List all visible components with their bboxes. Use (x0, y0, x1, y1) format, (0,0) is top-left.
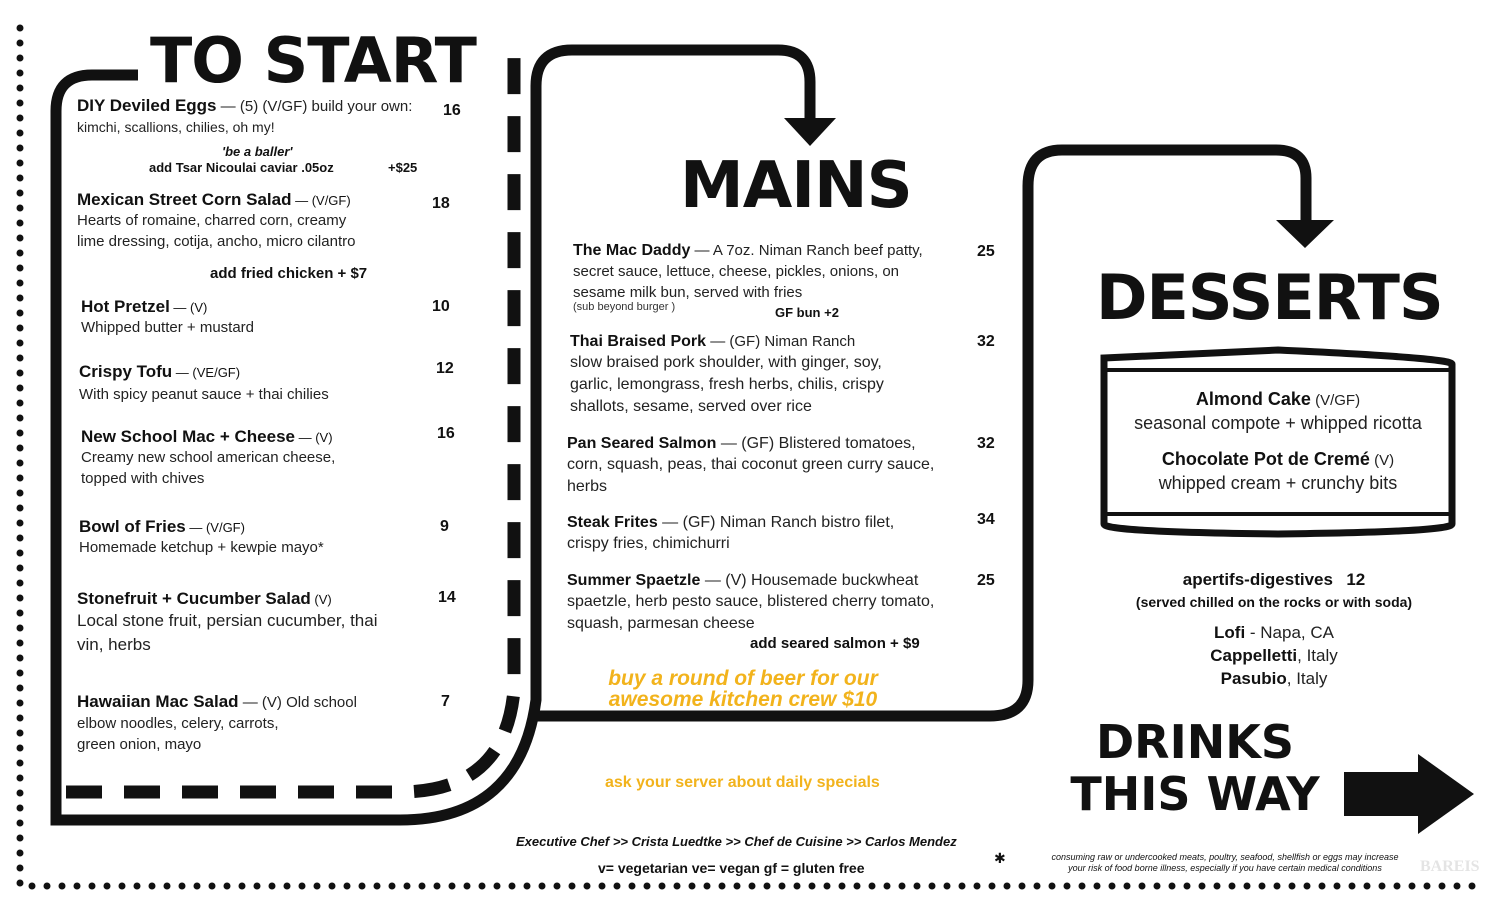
caviar-price: +$25 (388, 160, 418, 175)
menu-item (567, 433, 967, 498)
beer-promo (578, 668, 908, 710)
apertifs-note: (served chilled on the rocks or with soda) (1135, 594, 1413, 610)
list-item (1094, 668, 1454, 691)
list-item (1094, 622, 1454, 645)
item-description: Hearts of romaine, charred corn, creamy lime dressing, cotija, ancho, micro cilantro (77, 212, 356, 250)
item-price: 16 (443, 102, 461, 119)
daily-specials-note: ask your server about daily specials (605, 774, 880, 791)
menu-item (77, 589, 417, 657)
item-name: Crispy Tofu (79, 362, 173, 381)
drinks-this-way (1070, 716, 1320, 820)
mains-frame-top (536, 50, 810, 122)
item-name: Steak Frites (567, 514, 658, 531)
item-price: 14 (438, 589, 456, 606)
menu-item (573, 240, 968, 303)
item-tag: — (V) (295, 430, 333, 445)
apertif-name: Cappelletti (1210, 646, 1298, 665)
sub-note: (sub beyond burger ) (573, 301, 676, 313)
item-name: New School Mac + Cheese (81, 427, 295, 446)
beer-promo-line2: awesome kitchen crew $10 (608, 688, 878, 711)
item-name: Pan Seared Salmon (567, 435, 717, 452)
item-price: 12 (436, 360, 454, 377)
apertif-name: Lofi (1214, 623, 1246, 642)
item-price: 34 (977, 511, 995, 528)
apertif-origin: - Napa, CA (1245, 623, 1334, 642)
food-warning (1010, 852, 1440, 874)
item-description: slow braised pork shoulder, with ginger, soy, garlic, lemongrass, fresh herbs, chilis, crispy shallots, sesame, served over rice (570, 354, 884, 415)
warning-line1: consuming raw or undercooked meats, poultry, seafood, shellfish or eggs may increase (1051, 852, 1399, 862)
desserts-box (1104, 350, 1452, 534)
item-name: Chocolate Pot de Cremé (1161, 449, 1370, 469)
item-description: elbow noodles, celery, carrots, green onion, mayo (77, 715, 279, 753)
item-description: secret sauce, lettuce, cheese, pickles, onions, on sesame milk bun, served with fries (573, 263, 900, 301)
menu-item (81, 427, 401, 489)
item-price: 7 (441, 693, 450, 710)
item-tag: (V/GF) (1310, 392, 1361, 409)
item-tag: — (GF) Niman Ranch bistro filet, (657, 514, 895, 531)
beer-promo-line1: buy a round of beer for our (608, 667, 878, 690)
item-name: The Mac Daddy (573, 242, 691, 259)
menu-item (77, 190, 407, 252)
item-description: Whipped butter + mustard (81, 319, 255, 336)
drinks-line1: DRINKS (1096, 715, 1294, 769)
item-name: Hawaiian Mac Salad (77, 692, 239, 711)
mains-arrow-down (784, 118, 836, 146)
apertif-origin: , Italy (1286, 669, 1328, 688)
dessert-item (1106, 389, 1450, 435)
item-tag: — (V/GF) (185, 520, 245, 535)
item-name: Thai Braised Pork (570, 333, 707, 350)
item-description: crispy fries, chimichurri (567, 535, 730, 552)
baller-note: 'be a baller' (222, 144, 293, 159)
item-tag: — (GF) Niman Ranch (706, 333, 856, 350)
item-description: Local stone fruit, persian cucumber, thai vin, herbs (77, 611, 378, 654)
item-description: Homemade ketchup + kewpie mayo* (79, 539, 324, 556)
list-item (1094, 645, 1454, 668)
starters-heading: TO START (150, 24, 476, 97)
drinks-arrow-right-icon (1344, 754, 1474, 834)
dietary-legend: v= vegetarian ve= vegan gf = gluten free (598, 860, 865, 876)
item-price: 25 (977, 572, 995, 589)
apertifs-title: apertifs-digestives (1182, 570, 1333, 589)
menu-item (567, 570, 967, 635)
menu-item (79, 517, 419, 558)
item-name: DIY Deviled Eggs (77, 96, 217, 115)
desserts-heading: DESSERTS (1096, 261, 1443, 334)
item-price: 32 (977, 435, 995, 452)
asterisk-icon: ✱ (994, 850, 1006, 866)
item-name: Summer Spaetzle (567, 572, 701, 589)
apertifs-section (1094, 570, 1454, 691)
item-tag: — (V) (169, 300, 208, 315)
item-price: 18 (432, 195, 450, 212)
item-description: spaetzle, herb pesto sauce, blistered cherry tomato, squash, parmesan cheese (567, 593, 935, 632)
apertif-name: Pasubio (1220, 669, 1287, 688)
item-tag: — (V) Old school (238, 694, 357, 711)
apertifs-price: 12 (1346, 570, 1366, 589)
item-tag: — (GF) Blistered tomatoes, (716, 435, 916, 452)
item-tag: — (5) (V/GF) build your own: (216, 98, 413, 115)
item-description: whipped cream + crunchy bits (1158, 473, 1398, 493)
item-tag: — (V) Housemade buckwheat (700, 572, 919, 589)
warning-line2: your risk of food borne illness, especially if you have certain medical conditions (1068, 863, 1382, 873)
item-description: corn, squash, peas, thai coconut green curry sauce, herbs (567, 456, 935, 495)
salmon-addon: add seared salmon + $9 (750, 635, 920, 652)
drinks-line2: THIS WAY (1070, 767, 1320, 821)
mains-heading: MAINS (680, 149, 912, 223)
chicken-addon: add fried chicken + $7 (210, 265, 368, 282)
item-tag: — (V/GF) (291, 193, 351, 208)
apertif-origin: , Italy (1297, 646, 1338, 665)
item-price: 32 (977, 333, 995, 350)
menu-item (570, 331, 960, 418)
item-name: Almond Cake (1195, 389, 1311, 409)
chef-credits: Executive Chef >> Crista Luedtke >> Chef de Cuisine >> Carlos Mendez (516, 834, 957, 849)
item-description: Creamy new school american cheese, topped with chives (81, 449, 336, 487)
item-price: 25 (977, 243, 995, 260)
item-price: 16 (437, 425, 455, 442)
apertifs-title-row (1094, 570, 1454, 590)
menu-item (77, 692, 407, 755)
item-price: 9 (440, 518, 449, 535)
menu-item (79, 362, 419, 405)
item-name: Stonefruit + Cucumber Salad (77, 589, 311, 608)
caviar-addon: add Tsar Nicoulai caviar .05oz (149, 160, 334, 175)
gf-bun-addon: GF bun +2 (775, 305, 839, 320)
item-name: Mexican Street Corn Salad (77, 190, 292, 209)
apertifs-list (1094, 622, 1454, 691)
desserts-arrow-down (1276, 220, 1334, 248)
item-name: Hot Pretzel (81, 297, 170, 316)
item-tag: (V) (310, 592, 332, 607)
menu-item (77, 96, 457, 138)
item-description: kimchi, scallions, chilies, oh my! (77, 119, 275, 135)
watermark-logo: BAREIS (1420, 858, 1480, 875)
item-description: seasonal compote + whipped ricotta (1134, 413, 1422, 433)
menu-item (567, 512, 967, 555)
dessert-item (1106, 449, 1450, 495)
item-price: 10 (432, 298, 450, 315)
item-name: Bowl of Fries (79, 517, 186, 536)
item-tag: — A 7oz. Niman Ranch beef patty, (690, 242, 923, 259)
item-description: With spicy peanut sauce + thai chilies (79, 386, 329, 403)
item-tag: — (VE/GF) (172, 365, 241, 380)
item-tag: (V) (1369, 452, 1395, 469)
menu-item (81, 297, 421, 338)
